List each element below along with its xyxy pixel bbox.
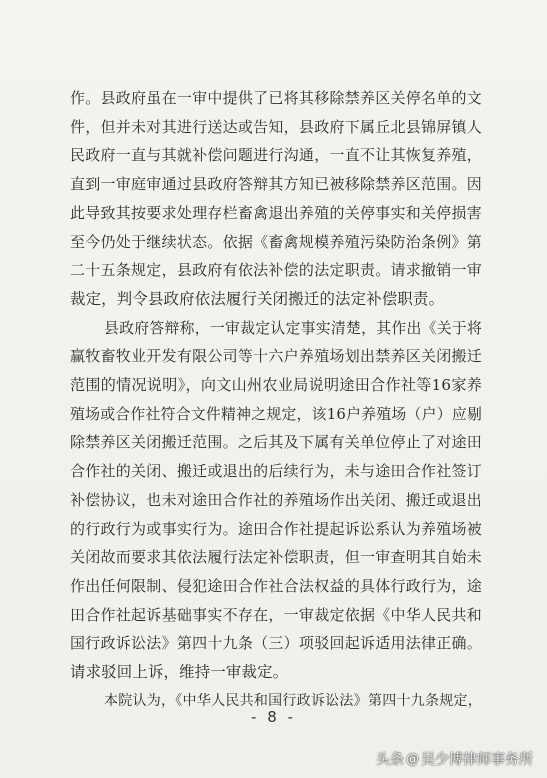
body-line: 殖场或合作社符合文件精神之规定，该16户养殖场（户）应剔	[70, 404, 482, 423]
body-line: 的行政行为或事实行为。途田合作社提起诉讼系认为养殖场被	[70, 519, 482, 538]
body-line: 范围的情况说明》，向文山州农业局说明途田合作社等16家养	[70, 376, 482, 394]
watermark-account: 吴少博律师事务所	[421, 752, 533, 768]
body-line: 除禁养区关闭搬迁范围。之后其及下属有关单位停止了对途田	[70, 433, 482, 452]
body-line: 补偿协议，也未对途田合作社的养殖场作出关闭、搬迁或退出	[70, 490, 482, 509]
body-line: 二十五条规定，县政府有依法补偿的法定职责。请求撤销一审	[70, 261, 482, 280]
body-line: 件，但并未对其进行送达或告知，县政府下属丘北县锦屏镇人	[70, 117, 482, 136]
body-line: 至今仍处于继续状态。依据《畜禽规模养殖污染防治条例》第	[70, 232, 482, 251]
body-line: 作出任何限制、侵犯途田合作社合法权益的具体行政行为，途	[70, 576, 482, 595]
body-line: 裁定，判令县政府依法履行关闭搬迁的法定补偿职责。	[70, 289, 445, 308]
watermark	[376, 749, 533, 769]
paragraph-start-line: 县政府答辩称，一审裁定认定事实清楚，其作出《关于将	[104, 318, 482, 337]
body-line: 此导致其按要求处理存栏畜禽退出养殖的关停事实和关停损害	[70, 203, 482, 222]
body-line: 民政府一直与其就补偿问题进行沟通，一直不让其恢复养殖，	[70, 146, 482, 165]
body-line: 请求驳回上诉，维持一审裁定。	[70, 663, 289, 681]
watermark-prefix: 头条	[376, 752, 404, 768]
body-line: 国行政诉讼法》第四十九条（三）项驳回起诉适用法律正确。	[70, 634, 482, 653]
body-line: 赢牧畜牧业开发有限公司等十六户养殖场划出禁养区关闭搬迁	[70, 347, 482, 366]
body-line: 合作社的关闭、搬迁或退出的后续行为，未与途田合作社签订	[70, 462, 482, 481]
page-number: - 8 -	[251, 708, 296, 726]
paragraph-start-line: 本院认为，《中华人民共和国行政诉讼法》第四十九条规定，	[104, 692, 482, 709]
body-line: 关闭故而要求其依法履行法定补偿职责，但一审查明其自始未	[70, 548, 482, 567]
body-line: 直到一审庭审通过县政府答辩其方知已被移除禁养区范围。因	[70, 175, 482, 194]
body-line: 田合作社起诉基础事实不存在，一审裁定依据《中华人民共和	[70, 605, 482, 624]
body-line: 作。县政府虽在一审中提供了已将其移除禁养区关停名单的文	[70, 89, 482, 107]
watermark-at: @	[406, 751, 419, 767]
